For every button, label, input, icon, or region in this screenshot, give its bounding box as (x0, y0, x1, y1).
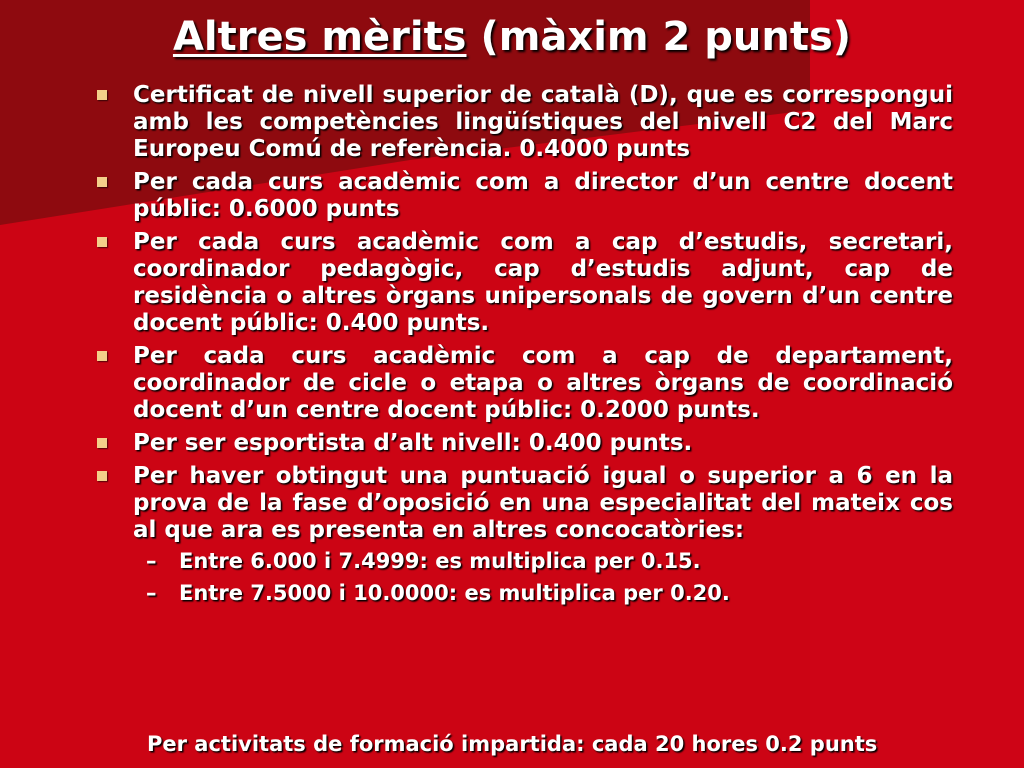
list-item (0, 229, 1024, 337)
square-bullet-icon (97, 438, 107, 448)
bullet-list (0, 82, 1024, 613)
dash-bullet: – (146, 549, 157, 573)
list-item (0, 430, 1024, 457)
sub-list-item-text: Entre 7.5000 i 10.0000: es multiplica per 0.20. (179, 581, 730, 605)
list-item-text: Per cada curs acadèmic com a cap d’estudis, secretari, coordinador pedagògic, cap d’estudis adjunt, cap de residència o altres òrgans unipersonals de govern d’un centre docent públic: 0.400 punts. (133, 229, 953, 336)
sub-list-item-text: Entre 6.000 i 7.4999: es multiplica per 0.15. (179, 549, 701, 573)
square-bullet-icon (97, 471, 107, 481)
list-item-text: Per haver obtingut una puntuació igual o superior a 6 en la prova de la fase d’oposició en una especialitat del mateix cos al que ara es presenta en altres concocatòries: (133, 463, 953, 543)
slide-title (0, 14, 1024, 60)
list-item (0, 82, 1024, 163)
dash-bullet: – (146, 581, 157, 605)
title-rest: (màxim 2 punts) (480, 14, 852, 60)
square-bullet-icon (97, 90, 107, 100)
sub-list-item (0, 548, 1024, 575)
square-bullet-icon (97, 177, 107, 187)
sub-list-item (0, 580, 1024, 607)
list-item (0, 463, 1024, 607)
square-bullet-icon (97, 351, 107, 361)
list-item-text: Certificat de nivell superior de català (D), que es correspongui amb les competències lingüístiques del nivell C2 del Marc Europeu Comú de referència. 0.4000 punts (133, 82, 953, 162)
list-item-text: Per cada curs acadèmic com a director d’un centre docent públic: 0.6000 punts (133, 169, 953, 222)
title-underlined: Altres mèrits (172, 14, 467, 60)
list-item (0, 169, 1024, 223)
footer-note: Per activitats de formació impartida: cada 20 hores 0.2 punts (147, 732, 878, 756)
sub-list (0, 548, 1024, 607)
list-item-text: Per ser esportista d’alt nivell: 0.400 punts. (133, 430, 693, 456)
square-bullet-icon (97, 237, 107, 247)
list-item-text: Per cada curs acadèmic com a cap de departament, coordinador de cicle o etapa o altres òrgans de coordinació docent d’un centre docent públic: 0.2000 punts. (133, 343, 953, 423)
list-item (0, 343, 1024, 424)
